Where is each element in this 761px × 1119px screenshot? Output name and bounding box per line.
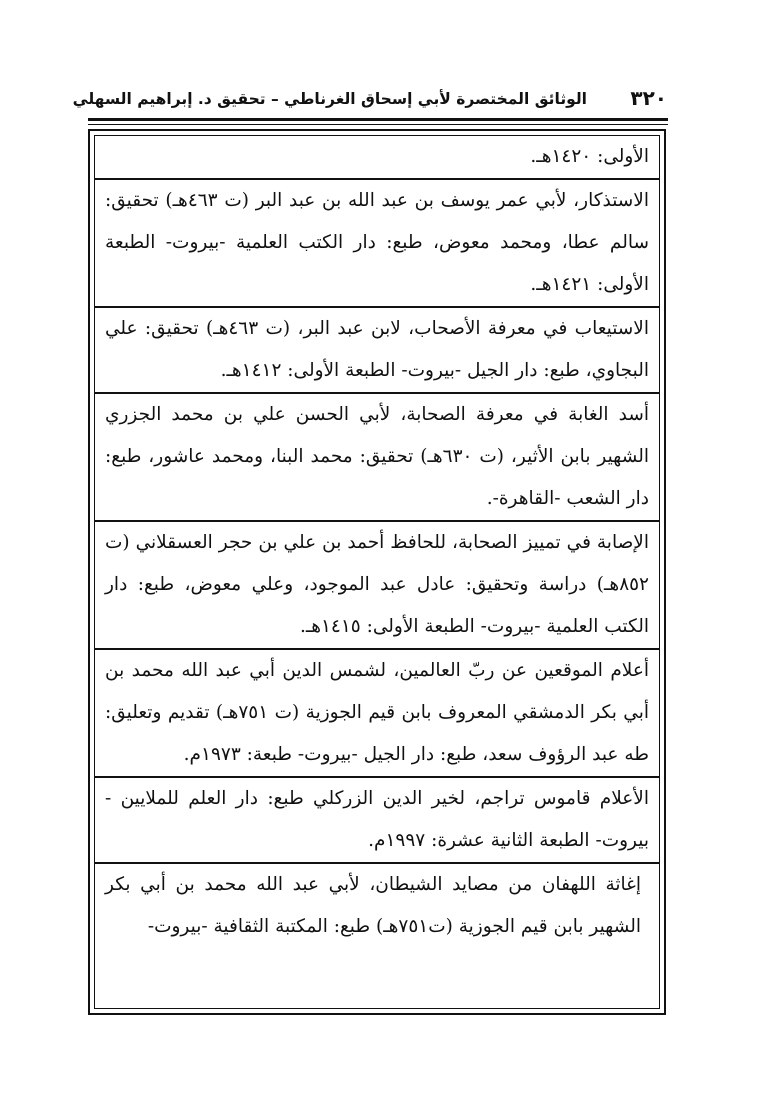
bibliography-entry: الاستذكار، لأبي عمر يوسف بن عبد الله بن عبد البر (ت ٤٦٣هـ) تحقيق: سالم عطا، ومحمد معوض، طبع: دار الكتب العلمية -بيروت- الطبعة الأولى: ١٤٢١هـ. (95, 180, 659, 308)
bibliography-entry: الاستيعاب في معرفة الأصحاب، لابن عبد البر، (ت ٤٦٣هـ) تحقيق: علي البجاوي، طبع: دار الجيل -بيروت- الطبعة الأولى: ١٤١٢هـ. (95, 308, 659, 394)
bibliography-entry: أسد الغابة في معرفة الصحابة، لأبي الحسن علي بن محمد الجزري الشهير بابن الأثير، (ت ٦٣٠هـ) تحقيق: محمد البنا، ومحمد عاشور، طبع: دار الشعب -القاهرة-. (95, 394, 659, 522)
bibliography-table (88, 129, 666, 1015)
running-title: الوثائق المختصرة لأبي إسحاق الغرناطي – تحقيق د. إبراهيم السهلي (72, 90, 587, 108)
bibliography-entry: الأولى: ١٤٢٠هـ. (95, 136, 659, 180)
page-header (72, 80, 667, 116)
header-rule-thick (88, 118, 668, 121)
bibliography-entry: أعلام الموقعين عن ربّ العالمين، لشمس الدين أبي عبد الله محمد بن أبي بكر الدمشقي المعروف بابن قيم الجوزية (ت ٧٥١هـ) تقديم وتعليق: طه عبد الرؤوف سعد، طبع: دار الجيل -بيروت- طبعة: ١٩٧٣م. (95, 650, 659, 778)
bibliography-entry: الأعلام قاموس تراجم، لخير الدين الزركلي طبع: دار العلم للملايين - بيروت- الطبعة الثانية عشرة: ١٩٩٧م. (95, 778, 659, 864)
bibliography-entry: إغاثة اللهفان من مصايد الشيطان، لأبي عبد الله محمد بن أبي بكر الشهير بابن قيم الجوزية (ت٧٥١هـ) طبع: المكتبة الثقافية -بيروت- (105, 874, 641, 937)
header-rule-thin (88, 124, 668, 125)
bibliography-entry: الإصابة في تمييز الصحابة، للحافظ أحمد بن علي بن حجر العسقلاني (ت ٨٥٢هـ) دراسة وتحقيق: عادل عبد الموجود، وعلي معوض، طبع: دار الكتب العلمية -بيروت- الطبعة الأولى: ١٤١٥هـ. (95, 522, 659, 650)
page-number: ٣٢٠ (630, 86, 667, 110)
bibliography-table-inner (94, 135, 660, 1009)
